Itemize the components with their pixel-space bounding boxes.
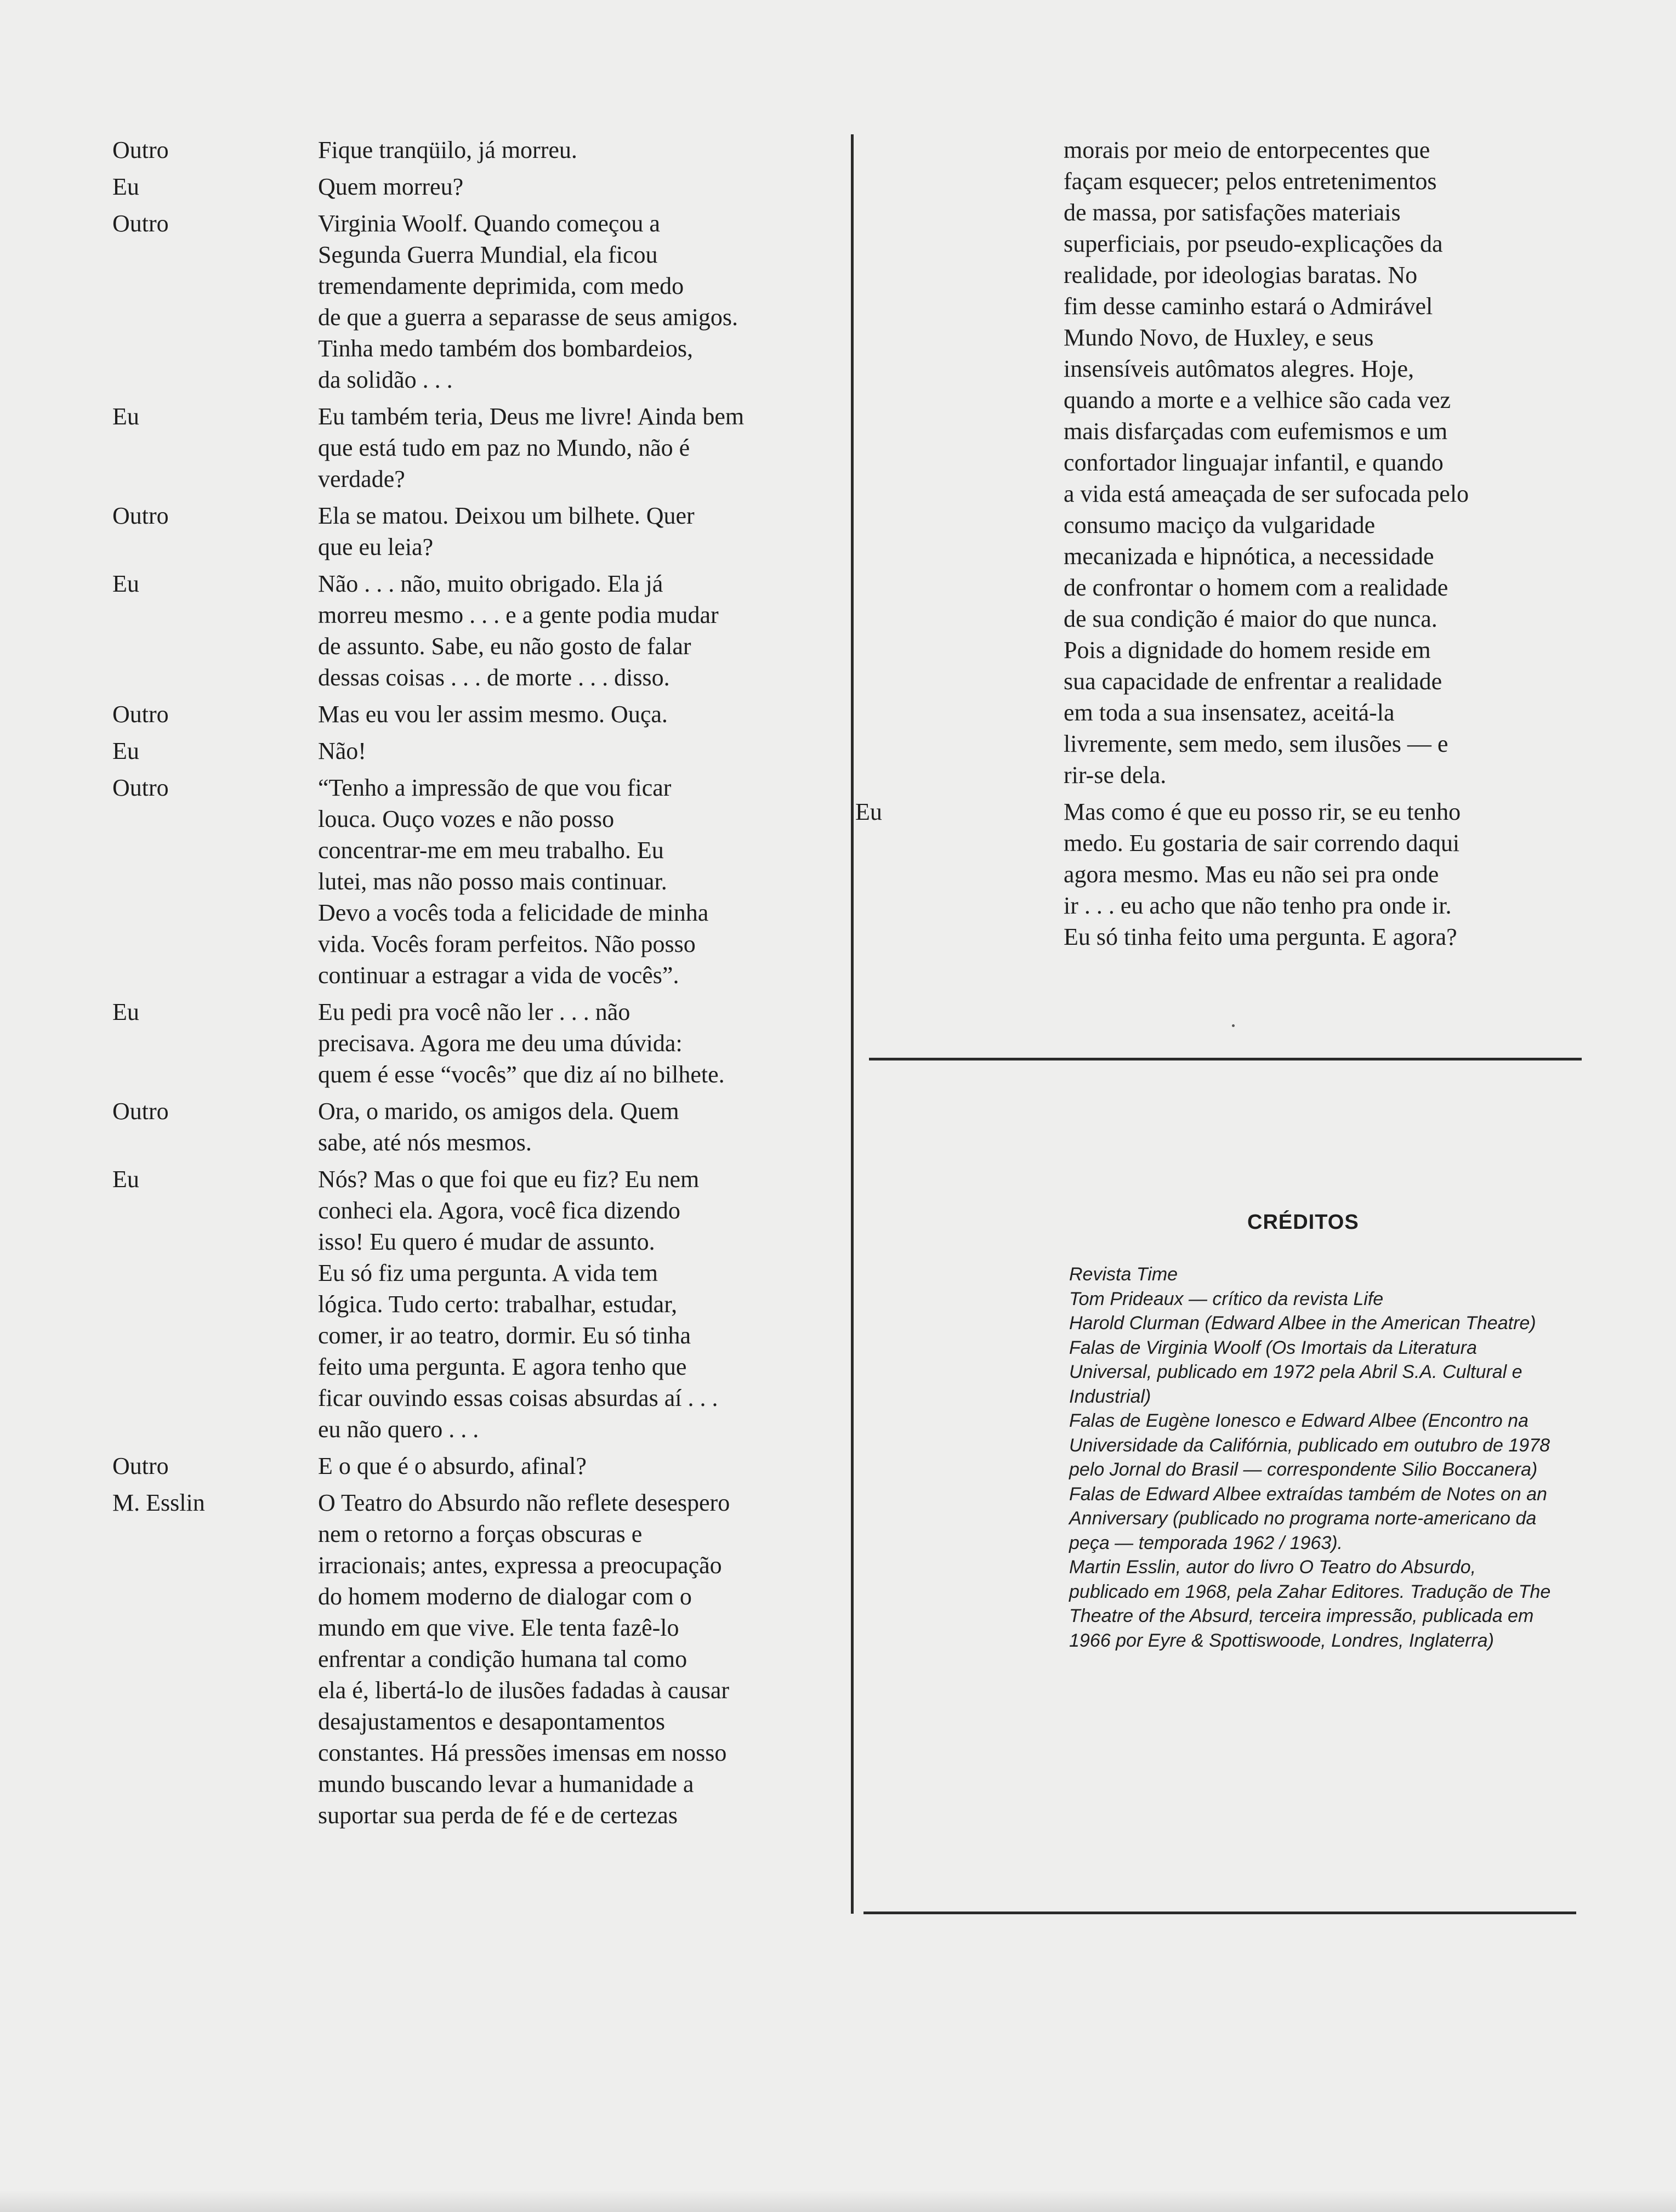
dialogue-row (112, 735, 842, 767)
speaker-name: Outro (112, 1453, 169, 1479)
speaker-name: Eu (112, 1166, 139, 1193)
credits-top-divider (869, 1058, 1582, 1060)
dialogue-text: Não . . . não, muito obrigado. Ela já morreu mesmo . . . e a gente podia mudar de assunto. Sabe, eu não gosto de falar dessas coisas . . . de morte . . . disso. (318, 570, 719, 691)
page-edge-shadow (0, 2190, 1676, 2212)
speaker-name: Eu (112, 173, 139, 200)
dialogue-row (112, 1487, 842, 1831)
speaker-name: Outro (112, 774, 169, 801)
speaker-name: Outro (112, 701, 169, 728)
speaker-name: M. Esslin (112, 1489, 205, 1516)
credit-item: Tom Prideaux — crítico da revista Life (1069, 1288, 1384, 1309)
dialogue-text: Nós? Mas o que foi que eu fiz? Eu nem conheci ela. Agora, você fica dizendo isso! Eu quero é mudar de assunto. Eu só fiz uma pergunta. A vida tem lógica. Tudo certo: trabalhar, estudar, comer, ir ao teatro, dormir. Eu só tinha feito uma pergunta. E agora tenho que ficar ouvindo essas coisas absurdas aí . . . eu não quero . . . (318, 1166, 718, 1443)
dialogue-row (855, 796, 1584, 952)
dialogue-text: Ora, o marido, os amigos dela. Quem sabe, até nós mesmos. (318, 1098, 679, 1156)
dialogue-row (112, 699, 842, 730)
column-divider (851, 134, 854, 1914)
dialogue-text: Mas como é que eu posso rir, se eu tenho medo. Eu gostaria de sair correndo daqui agora mesmo. Mas eu não sei pra onde ir . . . eu acho que não tenho pra onde ir. Eu só tinha feito uma pergunta. E agora? (1064, 798, 1461, 950)
credit-item: Falas de Edward Albee extraídas também de Notes on an Anniversary (publicado no programa norte-americano da peça — temporada 1962 / 1963). (1069, 1483, 1547, 1553)
print-speck (1232, 1024, 1235, 1027)
right-column (855, 134, 1584, 958)
dialogue-text: Fique tranqüilo, já morreu. (318, 137, 577, 163)
dialogue-row (112, 171, 842, 202)
dialogue-text: Virginia Woolf. Quando começou a Segunda Guerra Mundial, ela ficou tremendamente deprimida, com medo de que a guerra a separasse de seus amigos. Tinha medo também dos bombardeios, da solidão . . . (318, 210, 738, 393)
speaker-name: Outro (112, 137, 169, 163)
dialogue-text: Não! (318, 738, 366, 764)
dialogue-text: O Teatro do Absurdo não reflete desespero nem o retorno a forças obscuras e irracionais; antes, expressa a preocupação do homem moderno de dialogar com o mundo em que vive. Ele tenta fazê-lo enfrentar a condição humana tal como ela é, libertá-lo de ilusões fadadas à causar desajustamentos e desapontamentos constantes. Há pressões imensas em nosso mundo buscando levar a humanidade a suportar sua perda de fé e de certezas (318, 1489, 730, 1829)
speaker-name: Eu (112, 403, 139, 430)
dialogue-text: “Tenho a impressão de que vou ficar louca. Ouço vozes e não posso concentrar-me em meu trabalho. Eu lutei, mas não posso mais continuar. Devo a vocês toda a felicidade de minha vida. Vocês foram perfeitos. Não posso continuar a estragar a vida de vocês”. (318, 774, 709, 989)
dialogue-text: Ela se matou. Deixou um bilhete. Quer que eu leia? (318, 502, 695, 560)
dialogue-row (112, 134, 842, 166)
credit-item: Falas de Eugène Ionesco e Edward Albee (Encontro na Universidade da Califórnia, publicado em outubro de 1978 pelo Jornal do Brasil — correspondente Silio Boccanera) (1069, 1410, 1550, 1480)
speaker-name: Eu (112, 738, 139, 764)
credit-item: Revista Time (1069, 1264, 1178, 1285)
credits-bottom-divider (863, 1912, 1576, 1914)
speaker-name: Outro (112, 1098, 169, 1125)
dialogue-row (112, 1096, 842, 1158)
esslin-continuation-text: morais por meio de entorpecentes que façam esquecer; pelos entretenimentos de massa, por satisfações materiais superficiais, por pseudo-explicações da realidade, por ideologias baratas. No fim desse caminho estará o Admirável Mundo Novo, de Huxley, e seus insensíveis autômatos alegres. Hoje, quando a morte e a velhice são cada vez mais disfarçadas com eufemismos e um confortador linguajar infantil, e quando a vida está ameaçada de ser sufocada pelo consumo maciço da vulgaridade mecanizada e hipnótica, a necessidade de confrontar o homem com a realidade de sua condição é maior do que nunca. Pois a dignidade do homem reside em sua capacidade de enfrentar a realidade em toda a sua insensatez, aceitá-la livremente, sem medo, sem ilusões — e rir-se dela. (1064, 137, 1469, 789)
dialogue-text: E o que é o absurdo, afinal? (318, 1453, 587, 1479)
credits-heading: CRÉDITOS (1247, 1211, 1359, 1234)
dialogue-row (112, 1164, 842, 1445)
credits-list (1069, 1262, 1552, 1653)
dialogue-row (112, 401, 842, 495)
dialogue-row (112, 208, 842, 395)
credit-item: Harold Clurman (Edward Albee in the American Theatre) (1069, 1313, 1536, 1334)
dialogue-row (112, 1450, 842, 1482)
dialogue-row (112, 772, 842, 991)
dialogue-text: Mas eu vou ler assim mesmo. Ouça. (318, 701, 668, 728)
speaker-name: Eu (112, 570, 139, 597)
speaker-name: Eu (855, 798, 882, 825)
speaker-name: Eu (112, 999, 139, 1025)
credit-item: Falas de Virginia Woolf (Os Imortais da Literatura Universal, publicado em 1972 pela Abril S.A. Cultural e Industrial) (1069, 1337, 1522, 1407)
dialogue-text: Quem morreu? (318, 173, 464, 200)
dialogue-text: Eu também teria, Deus me livre! Ainda bem que está tudo em paz no Mundo, não é verdade? (318, 403, 745, 492)
credit-item: Martin Esslin, autor do livro O Teatro do Absurdo, publicado em 1968, pela Zahar Editores. Tradução de The Theatre of the Absurd, terceira impressão, publicada em 1966 por Eyre & Spottiswoode, Londres, Inglaterra) (1069, 1557, 1551, 1651)
left-column (112, 134, 842, 1836)
dialogue-row (112, 568, 842, 693)
dialogue-text: Eu pedi pra você não ler . . . não precisava. Agora me deu uma dúvida: quem é esse “vocês” que diz aí no bilhete. (318, 999, 725, 1088)
speaker-name: Outro (112, 210, 169, 237)
dialogue-row (112, 996, 842, 1090)
speaker-name: Outro (112, 502, 169, 529)
dialogue-row (112, 500, 842, 563)
